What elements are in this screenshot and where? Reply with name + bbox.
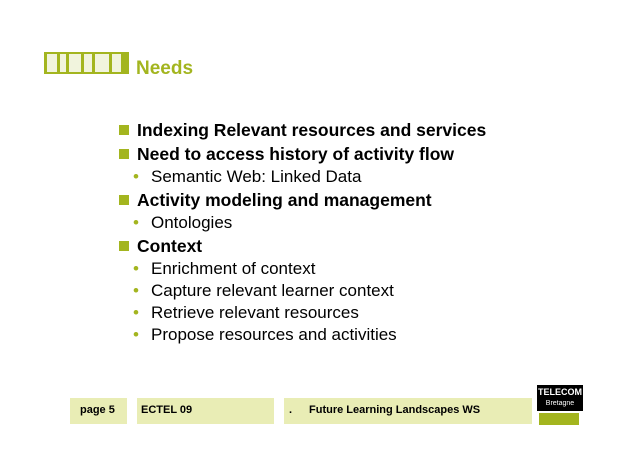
footer-divider — [274, 398, 284, 424]
sub-bullet-item: • Semantic Web: Linked Data — [133, 167, 362, 186]
dot-bullet-icon: • — [133, 325, 139, 344]
sub-bullet-item: • Propose resources and activities — [133, 325, 397, 344]
dot-bullet-icon: • — [133, 281, 139, 300]
page-number: page 5 — [80, 404, 115, 416]
dot-bullet-icon: • — [133, 259, 139, 278]
workshop-name: Future Learning Landscapes WS — [309, 404, 481, 416]
square-bullet-icon — [119, 149, 129, 159]
bullet-item: Activity modeling and management — [117, 188, 597, 212]
square-bullet-icon — [119, 241, 129, 251]
sub-bullet-item: • Enrichment of context — [133, 259, 316, 278]
dot-bullet-icon: • — [133, 303, 139, 322]
telecom-bretagne-logo — [537, 385, 583, 427]
logo-box: TELECOM Bretagne — [537, 385, 583, 411]
dot-bullet-icon: • — [133, 213, 139, 232]
bullet-item: Need to access history of activity flow — [117, 142, 597, 166]
square-bullet-icon — [119, 195, 129, 205]
footer-divider — [127, 398, 137, 424]
bullet-item: Indexing Relevant resources and services — [117, 118, 597, 142]
logo-mark-icon — [539, 413, 579, 425]
bullet-item: Context — [117, 234, 597, 258]
slide-content — [117, 118, 597, 346]
footer-separator: . — [289, 404, 293, 416]
sub-bullet-item: • Ontologies — [133, 213, 233, 232]
square-bullet-icon — [119, 125, 129, 135]
sub-bullet-item: • Capture relevant learner context — [133, 281, 394, 300]
event-name: ECTEL 09 — [141, 404, 193, 416]
sub-bullet-item: • Retrieve relevant resources — [133, 303, 359, 322]
brand-logo-mark — [44, 52, 129, 74]
dot-bullet-icon: • — [133, 167, 139, 186]
slide-title: Needs — [136, 58, 194, 79]
